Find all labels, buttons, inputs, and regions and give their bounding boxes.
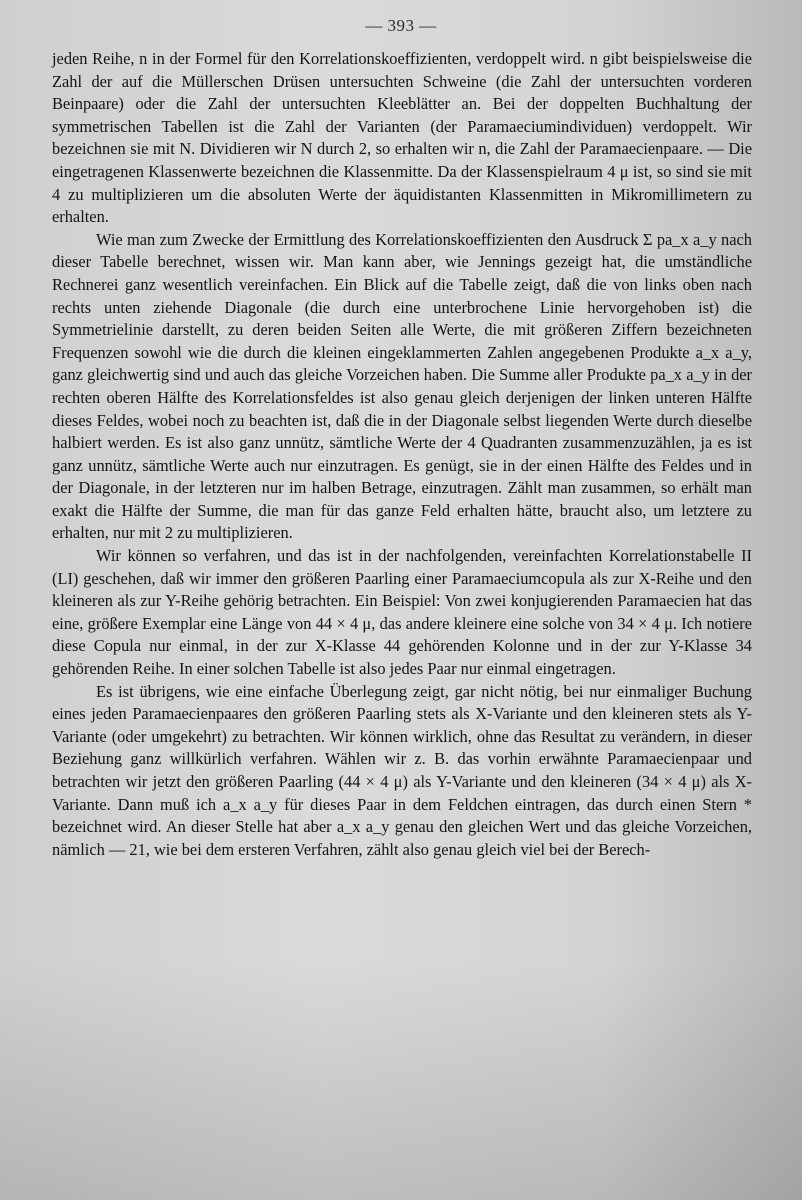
- body-text: [52, 48, 752, 861]
- paragraph-3: Wir können so verfahren, und das ist in der nachfolgenden, vereinfachten Korrelationstabelle II (LI) geschehen, daß wir immer den größeren Paarling einer Paramaeciumcopula als zur X-Reihe und den kleineren als zur Y-Reihe gehörig betrachten. Ein Beispiel: Von zwei konjugierenden Paramaecien hat das eine, größere Exemplar eine Länge von 44 × 4 μ, das andere kleinere eine solche von 34 × 4 μ. Ich notiere diese Copula nur einmal, in der zur X-Klasse 44 gehörenden Kolonne und in der zur Y-Klasse 34 gehörenden Reihe. In einer solchen Tabelle ist also jedes Paar nur einmal eingetragen.: [52, 546, 752, 679]
- paragraph-1: jeden Reihe, n in der Formel für den Korrelationskoeffizienten, verdoppelt wird. n gibt beispielsweise die Zahl der auf die Müllerschen Drüsen untersuchten Schweine (die Zahl der untersuchten vorderen Beinpaare) oder die Zahl der untersuchten Kleeblätter an. Bei der doppelten Buchhaltung der symmetrischen Tabellen ist die Zahl der Varianten (der Paramaeciumindividuen) verdoppelt. Wir bezeichnen sie mit N. Dividieren wir N durch 2, so erhalten wir n, die Zahl der Paramaecienpaare. — Die eingetragenen Klassenwerte bezeichnen die Klassenmitte. Da der Klassenspielraum 4 μ ist, so sind sie mit 4 zu multiplizieren um die absoluten Werte der äquidistanten Klassenmitten in Mikromillimetern zu erhalten.: [52, 49, 752, 227]
- paragraph-4: Es ist übrigens, wie eine einfache Überlegung zeigt, gar nicht nötig, bei nur einmaliger Buchung eines jeden Paramaecienpaares den größeren Paarling stets als X-Variante und den kleineren stets als Y-Variante (oder umgekehrt) zu betrachten. Wir können wirklich, ohne das Resultat zu verändern, in dieser Beziehung ganz willkürlich verfahren. Wählen wir z. B. das vorhin erwähnte Paramaecienpaar und betrachten wir jetzt den größeren Paarling (44 × 4 μ) als Y-Variante und den kleineren (34 × 4 μ) als X-Variante. Dann muß ich a_x a_y für dieses Paar in dem Feldchen eintragen, das durch einen Stern * bezeichnet wird. An dieser Stelle hat aber a_x a_y genau den gleichen Wert und das gleiche Vorzeichen, nämlich — 21, wie bei dem ersteren Verfahren, zählt also genau gleich viel bei der Berech-: [52, 681, 752, 859]
- paragraph-2: Wie man zum Zwecke der Ermittlung des Korrelationskoeffizienten den Ausdruck Σ pa_x a_y nach dieser Tabelle berechnet, wissen wir. Man kann aber, wie Jennings gezeigt hat, die umständliche Rechnerei ganz wesentlich vereinfachen. Ein Blick auf die Tabelle zeigt, daß die von links oben nach rechts unten ziehende Diagonale (die durch eine unterbrochene Linie hervorgehoben ist) die Symmetrielinie darstellt, zu deren beiden Seiten alle Werte, die mit größeren Ziffern bezeichneten Frequenzen sowohl wie die durch die kleinen eingeklammerten Zahlen angegebenen Produkte a_x a_y, ganz gleichwertig sind und auch das gleiche Vorzeichen haben. Die Summe aller Produkte pa_x a_y in der rechten oberen Hälfte des Korrelationsfeldes ist also genau gleich derjenigen der linken unteren Hälfte dieses Feldes, wobei noch zu beachten ist, daß die in der Diagonale selbst liegenden Werte durch dieselbe halbiert werden. Es ist also ganz unnütz, sämtliche Werte der 4 Quadranten zusammenzuzählen, ja es ist ganz unnütz, sämtliche Werte auch nur einzutragen. Es genügt, sie in der einen Hälfte des Feldes und in der Diagonale, in der letzteren nur im halben Betrage, einzutragen. Zählt man zusammen, so erhält man exakt die Hälfte der Summe, die man für das ganze Feld erhalten hätte, braucht also, um letztere zu erhalten, nur mit 2 zu multiplizieren.: [52, 229, 752, 543]
- page-number: — 393 —: [365, 16, 437, 35]
